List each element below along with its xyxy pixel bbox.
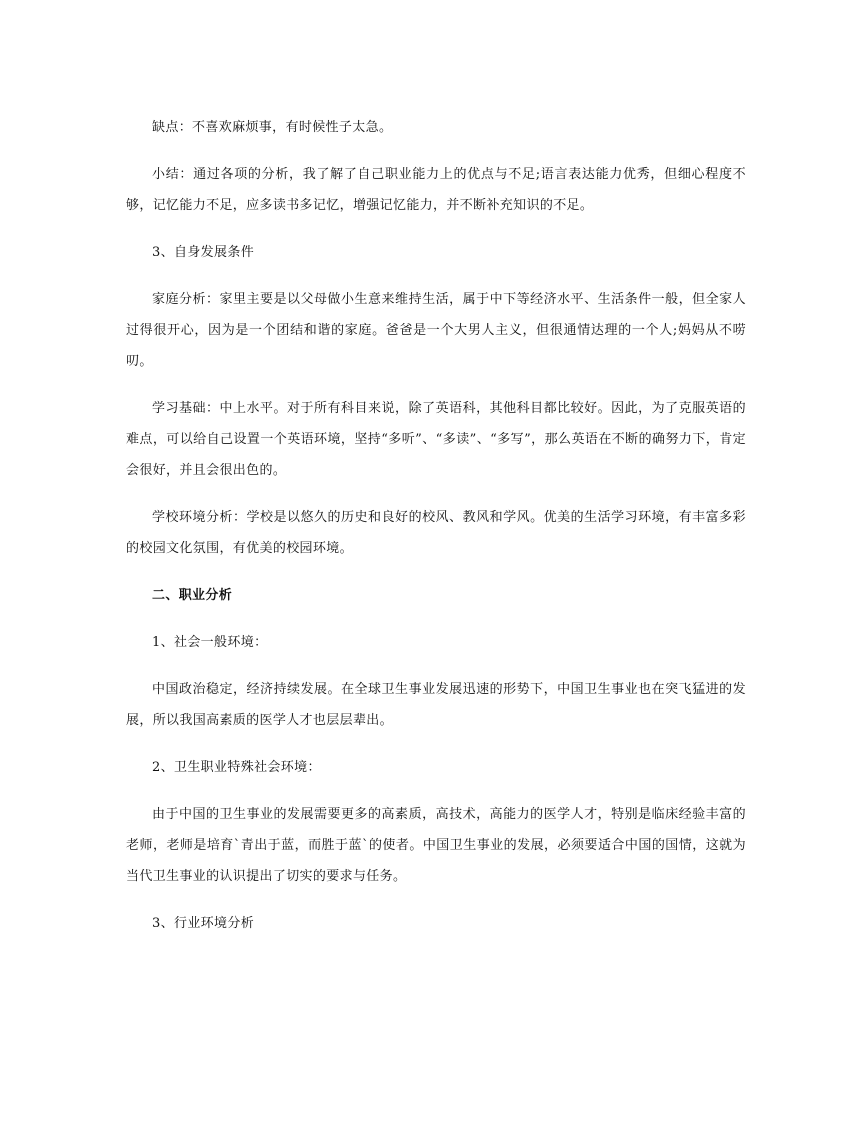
heading-social-environment: 1、社会一般环境： (152, 635, 268, 650)
paragraph-weaknesses: 缺点：不喜欢麻烦事，有时候性子太急。 (152, 120, 393, 135)
document-body (126, 112, 746, 939)
heading-health-profession-environment: 2、卫生职业特殊社会环境： (152, 760, 321, 775)
heading-self-development: 3、自身发展条件 (152, 245, 255, 260)
paragraph-family-analysis: 家庭分析：家里主要是以父母做小生意来维持生活，属于中下等经济水平、生活条件一般，但全家人过得很开心，因为是一个团结和谐的家庭。爸爸是一个大男人主义，但很通情达理的一个人;妈妈从不唠叨。 (126, 292, 746, 369)
section-heading-career-analysis: 二、职业分析 (152, 588, 233, 603)
paragraph-study-foundation: 学习基础：中上水平。对于所有科目来说，除了英语科，其他科目都比较好。因此，为了克服英语的难点，可以给自己设置一个英语环境，坚持“多听”、“多读”、“多写”，那么英语在不断的确努力下，肯定会很好，并且会很出色的。 (126, 401, 746, 478)
heading-industry-environment: 3、行业环境分析 (152, 916, 255, 931)
paragraph-summary: 小结：通过各项的分析，我了解了自己职业能力上的优点与不足;语言表达能力优秀，但细心程度不够，记忆能力不足，应多读书多记忆，增强记忆能力，并不断补充知识的不足。 (126, 167, 746, 213)
paragraph-school-environment: 学校环境分析：学校是以悠久的历史和良好的校风、教风和学风。优美的生活学习环境，有丰富多彩的校园文化氛围，有优美的校园环境。 (126, 510, 746, 556)
paragraph-social-environment: 中国政治稳定，经济持续发展。在全球卫生事业发展迅速的形势下，中国卫生事业也在突飞猛进的发展，所以我国高素质的医学人才也层层辈出。 (126, 682, 746, 728)
paragraph-health-profession-environment: 由于中国的卫生事业的发展需要更多的高素质，高技术，高能力的医学人才，特别是临床经验丰富的老师，老师是培育`青出于蓝，而胜于蓝`的使者。中国卫生事业的发展，必须要适合中国的国情，这就为当代卫生事业的认识提出了切实的要求与任务。 (126, 807, 746, 884)
